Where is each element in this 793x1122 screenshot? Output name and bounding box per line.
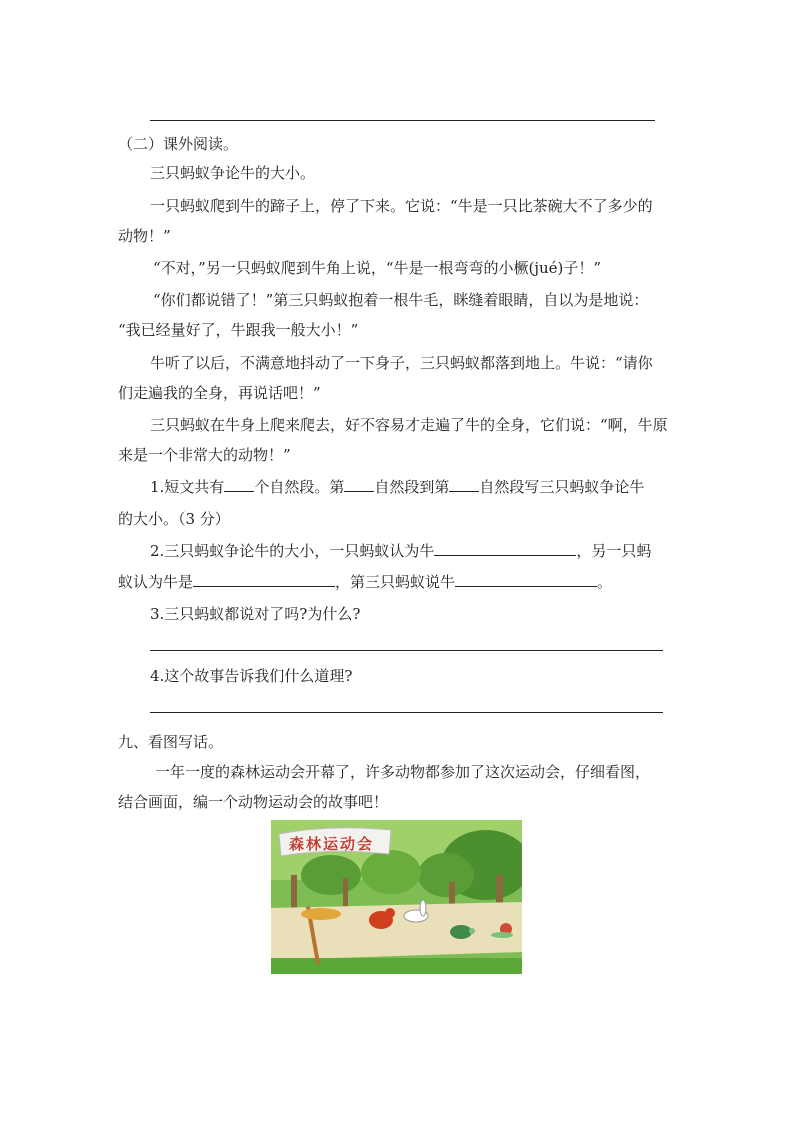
- answer-line-top: [150, 120, 655, 121]
- passage-line: 动物！”: [118, 227, 171, 245]
- writing-prompt-line2: 结合画面，编一个动物运动会的故事吧！: [118, 793, 389, 811]
- passage-line: 三只蚂蚁在牛身上爬来爬去，好不容易才走遍了牛的全身，它们说：“啊，牛原: [150, 416, 668, 434]
- q1-blank-start[interactable]: [344, 477, 374, 492]
- writing-prompt: 一年一度的森林运动会开幕了，许多动物都参加了这次运动会，仔细看图，: [155, 763, 651, 781]
- passage-title: 三只蚂蚁争论牛的大小。: [150, 164, 316, 182]
- q2-blank-first[interactable]: [434, 541, 576, 556]
- passage-line: 来是一个非常大的动物！”: [118, 446, 291, 464]
- forest-sports-illustration: [271, 820, 522, 974]
- question-2-line2: 蚁认为牛是 ，第三只蚂蚁说牛 。: [118, 573, 613, 591]
- passage-line: “我已经量好了，牛跟我一般大小！”: [118, 321, 359, 339]
- question-3: 3.三只蚂蚁都说对了吗?为什么?: [150, 605, 361, 623]
- passage-line: “你们都说错了！”第三只蚂蚁抱着一根牛毛，眯缝着眼睛，自以为是地说：: [153, 291, 649, 309]
- q1-blank-count[interactable]: [224, 477, 254, 492]
- question-4: 4.这个故事告诉我们什么道理?: [150, 667, 353, 685]
- passage-line: 们走遍我的全身，再说话吧！”: [118, 384, 321, 402]
- q4-answer-line[interactable]: [150, 712, 663, 713]
- q2-blank-second[interactable]: [193, 572, 335, 587]
- q1-blank-end[interactable]: [449, 477, 479, 492]
- passage-line: “不对，”另一只蚂蚁爬到牛角上说，“牛是一根弯弯的小橛(jué)子！”: [153, 259, 602, 277]
- section-heading: 九、看图写话。: [118, 733, 224, 751]
- passage-line: 牛听了以后，不满意地抖动了一下身子，三只蚂蚁都落到地上。牛说：“请你: [150, 354, 653, 372]
- passage-line: 一只蚂蚁爬到牛的蹄子上，停了下来。它说：“牛是一只比茶碗大不了多少的: [150, 197, 653, 215]
- q3-answer-line[interactable]: [150, 650, 663, 651]
- svg-text:森林运动会: 森林运动会: [289, 835, 375, 853]
- q2-blank-third[interactable]: [455, 572, 597, 587]
- question-2: 2.三只蚂蚁争论牛的大小，一只蚂蚁认为牛 ，另一只蚂: [150, 542, 652, 560]
- section-heading: （二）课外阅读。: [118, 135, 239, 153]
- question-1-line2: 的大小。（3 分）: [118, 510, 230, 528]
- question-1: 1.短文共有 个自然段。第 自然段到第 自然段写三只蚂蚁争论牛: [150, 478, 645, 496]
